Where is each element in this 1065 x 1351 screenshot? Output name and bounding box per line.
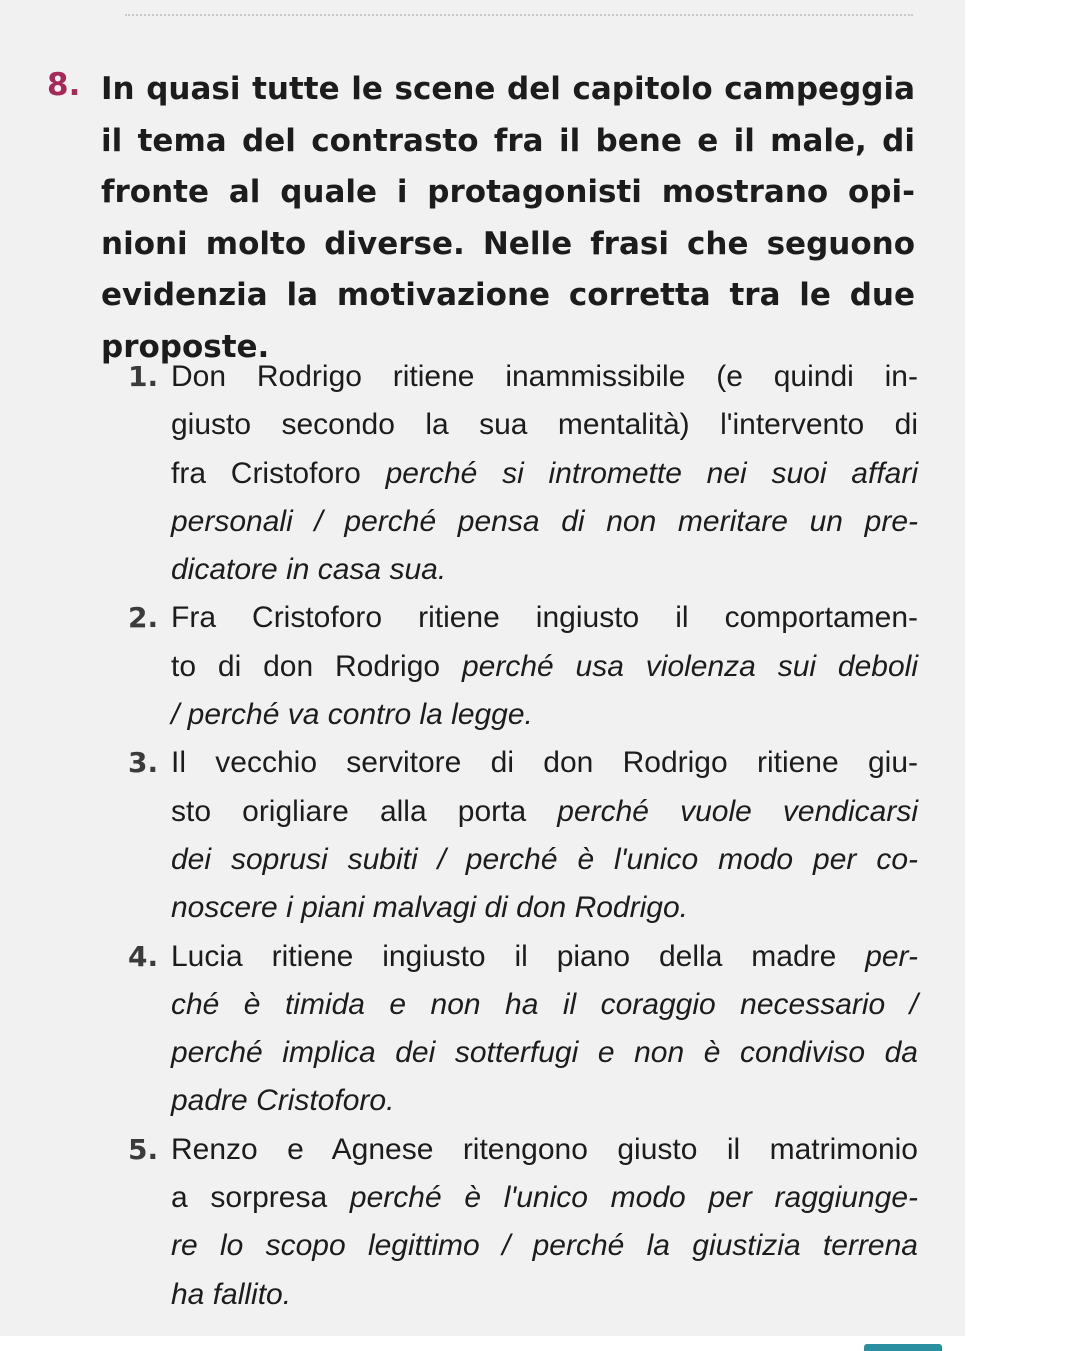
prompt-line: evidenzia la motivazione corretta tra le due	[101, 277, 915, 313]
item-text: to di don Rodrigo	[171, 649, 462, 683]
item-option-text[interactable]: personali / perché pensa di non meritare un pre-	[171, 504, 918, 538]
item-line	[171, 353, 918, 401]
item-number: 3.	[128, 746, 159, 780]
list-item	[128, 353, 918, 594]
item-line	[171, 933, 918, 981]
item-option-text[interactable]: perché si intromette nei suoi affari	[385, 456, 918, 490]
prompt-line: nioni molto diverse. Nelle frasi che seguono	[101, 225, 915, 262]
list-item	[128, 1126, 918, 1319]
list-item	[128, 594, 918, 739]
item-line	[171, 1271, 918, 1319]
prompt-line: il tema del contrasto fra il bene e il male, di	[101, 122, 915, 159]
item-option-text[interactable]: perché usa violenza sui deboli	[461, 649, 918, 683]
item-line	[171, 546, 918, 594]
item-text: sto origliare alla porta	[171, 794, 558, 828]
prompt-line: proposte.	[101, 328, 270, 365]
item-line	[171, 836, 918, 884]
item-line	[171, 594, 918, 642]
item-option-text[interactable]: re lo scopo legittimo / perché la giustizia terrena	[171, 1229, 918, 1263]
item-text: Don Rodrigo ritiene inammissibile (e quindi in-	[171, 360, 918, 393]
item-option-text[interactable]: perché vuole vendicarsi	[557, 794, 918, 828]
item-number: 4.	[128, 939, 159, 973]
item-line	[171, 884, 918, 932]
item-line	[171, 401, 918, 449]
item-number: 5.	[128, 1132, 159, 1166]
item-text: giusto secondo la sua mentalità) l'intervento di	[171, 408, 918, 442]
item-line	[171, 498, 918, 546]
item-text: Il vecchio servitore di don Rodrigo ritiene giu-	[171, 746, 918, 780]
item-line	[171, 788, 918, 836]
bottom-tab-marker	[864, 1344, 942, 1351]
item-option-text[interactable]: perché è l'unico modo per raggiunge-	[349, 1181, 918, 1215]
item-line	[171, 691, 918, 739]
item-line	[171, 1126, 918, 1174]
item-option-text[interactable]: dicatore in casa sua.	[171, 553, 447, 587]
exercise-number: 8.	[47, 67, 81, 103]
item-line	[171, 1077, 918, 1125]
list-item	[128, 933, 918, 1126]
item-line	[171, 1174, 918, 1222]
item-text: Fra Cristoforo ritiene ingiusto il comportamen-	[171, 601, 918, 635]
item-line	[171, 450, 918, 498]
exercise-prompt	[101, 64, 915, 373]
list-item	[128, 739, 918, 932]
item-line	[171, 643, 918, 691]
prompt-line: In quasi tutte le scene del capitolo campeggia	[101, 71, 915, 107]
item-line	[171, 1029, 918, 1077]
item-number: 1.	[128, 360, 159, 393]
item-text: fra Cristoforo	[171, 456, 386, 490]
item-option-text[interactable]: ha fallito.	[171, 1277, 292, 1311]
answer-list	[128, 353, 918, 1319]
item-line	[171, 981, 918, 1029]
item-line	[171, 739, 918, 787]
top-divider	[125, 14, 913, 16]
item-option-text[interactable]: / perché va contro la legge.	[171, 698, 533, 732]
item-number: 2.	[128, 601, 159, 635]
item-line	[171, 1222, 918, 1270]
item-option-text[interactable]: perché implica dei sotterfugi e non è condiviso da	[171, 1036, 918, 1070]
item-option-text[interactable]: ché è timida e non ha il coraggio necessario /	[171, 987, 918, 1021]
item-option-text[interactable]: dei soprusi subiti / perché è l'unico modo per co-	[171, 842, 918, 876]
item-text: Renzo e Agnese ritengono giusto il matrimonio	[171, 1132, 918, 1166]
item-text: Lucia ritiene ingiusto il piano della madre	[171, 939, 866, 973]
item-option-text[interactable]: padre Cristoforo.	[171, 1084, 395, 1118]
prompt-line: fronte al quale i protagonisti mostrano opi-	[101, 174, 915, 210]
item-text: a sorpresa	[171, 1181, 350, 1215]
item-option-text[interactable]: per-	[865, 939, 918, 973]
item-option-text[interactable]: noscere i piani malvagi di don Rodrigo.	[171, 891, 688, 925]
